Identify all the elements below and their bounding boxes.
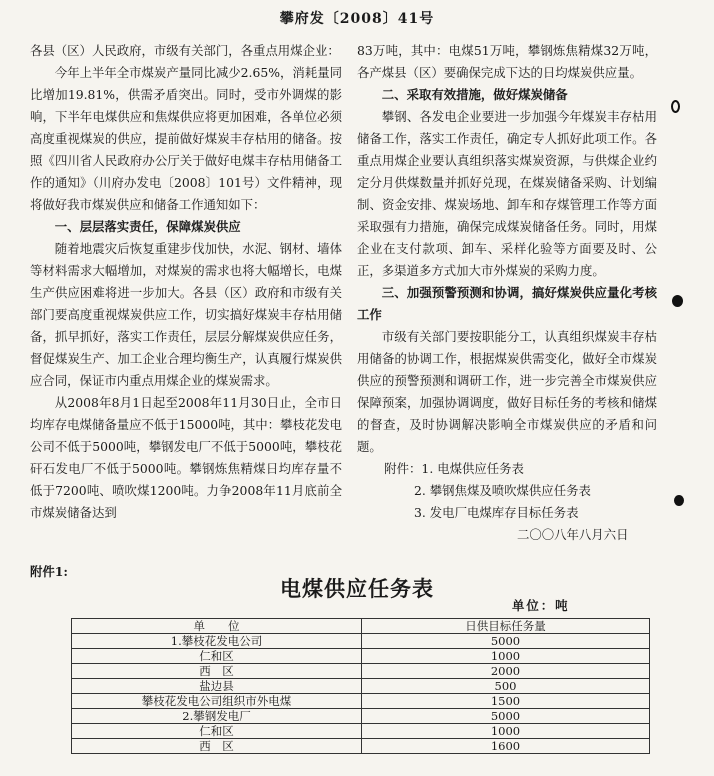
table-row [72,694,650,709]
table-row [72,739,650,754]
section-heading-3: 三、加强预警预测和协调，搞好煤炭供应量化考核工作 [357,285,657,322]
column-header-unit: 单 位 [72,619,362,634]
paragraph-intro: 今年上半年全市煤炭产量同比减少2.65%，消耗量同比增加19.81%，供需矛盾突出。同时，受市外调煤的影响，下半年电煤供应和焦煤供应将更加困难，各单位必须高度重视煤炭的供应，提前做好煤炭丰存枯用的储备。按照《四川省人民政府办公厅关于做好电煤丰存枯用储备工作的通知》（川府办发电〔2008〕101号）文件精神，现将做好我市煤炭供应和储备工作通知如下： [30,65,342,212]
table-row [72,679,650,694]
row-unit: 盐边县 [72,679,362,694]
paragraph-targets-cont: 83万吨，其中：电煤51万吨，攀钢炼焦精煤32万吨，各产煤县（区）要确保完成下达的日均煤炭供应量。 [357,43,657,80]
row-unit: 2.攀钢发电厂 [72,709,362,724]
row-target: 2000 [362,664,650,679]
row-target: 1000 [362,724,650,739]
attachment-item-2: 2. 攀钢焦煤及喷吹煤供应任务表 [414,483,591,498]
table-title: 电煤供应任务表 [280,576,434,601]
binding-hole-mark [671,100,680,113]
attachment-item-1: 附件：1. 电煤供应任务表 [384,461,524,476]
table-header-row [72,619,650,634]
section-heading-2: 二、采取有效措施，做好煤炭储备 [381,87,568,102]
column-header-target: 日供目标任务量 [362,619,650,634]
row-target: 5000 [362,709,650,724]
row-unit: 攀枝花发电公司组织市外电煤 [72,694,362,709]
row-unit: 仁和区 [72,724,362,739]
binding-hole-mark [674,495,684,506]
appendix-label: 附件1: [30,564,68,579]
row-unit: 1.攀枝花发电公司 [72,634,362,649]
unit-label: 单位：吨 [512,598,570,613]
row-unit: 西 区 [72,664,362,679]
section-heading-1: 一、层层落实责任，保障煤炭供应 [54,219,241,234]
binding-hole-mark [672,295,683,307]
paragraph-section-1: 随着地震灾后恢复重建步伐加快，水泥、钢材、墙体等材料需求大幅增加，对煤炭的需求也将大幅增长，电煤生产供应困难将进一步加大。各县（区）政府和市级有关部门要高度重视煤炭供应工作，切实搞好煤炭丰存枯用储备，抓早抓好，落实工作责任，层层分解煤炭供应任务，督促煤炭生产、加工企业合理均衡生产，认真履行煤炭供应合同，保证市内重点用煤企业的煤炭需求。 [30,241,342,388]
supply-task-table [71,618,650,754]
row-unit: 西 区 [72,739,362,754]
paragraph-section-3: 市级有关部门要按职能分工，认真组织煤炭丰存枯用储备的协调工作，根据煤炭供需变化，做好全市煤炭供应的预警预测和调研工作，进一步完善全市煤炭供应保障预案，加强协调调度，做好目标任务的考核和储煤的督查，及时协调解决影响全市煤炭供应的矛盾和问题。 [357,329,657,454]
table-row [72,634,650,649]
table-row [72,664,650,679]
document-number: 攀府发〔2008〕41号 [279,11,435,27]
paragraph-targets: 从2008年8月1日起至2008年11月30日止，全市日均库存电煤储备量应不低于15000吨，其中：攀枝花发电公司不低于5000吨，攀钢发电厂不低于5000吨，攀枝花矸石发电厂不低于5000吨。攀钢炼焦精煤日均库存量不低于7200吨、喷吹煤1200吨。力争2008年11月底前全市煤炭储备达到 [30,395,343,520]
row-target: 5000 [362,634,650,649]
left-column [30,40,342,524]
paragraph-section-2: 攀钢、各发电企业要进一步加强今年煤炭丰存枯用储备工作，落实工作责任，确定专人抓好此项工作。各重点用煤企业要认真组织落实煤炭资源，与供煤企业约定分月供煤数量并抓好兑现，在煤炭储备采购、计划编制、资金安排、煤炭场地、卸车和存煤管理工作等方面采取强有力措施，确保完成煤炭储备任务。同时，用煤企业在支付款项、卸车、采样化验等方面要及时、公正，多渠道多方式加大市外煤炭的采购力度。 [357,109,657,278]
table-row [72,709,650,724]
attachment-item-3: 3. 发电厂电煤库存目标任务表 [414,505,579,520]
row-target: 1600 [362,739,650,754]
right-column [357,40,657,546]
row-target: 1500 [362,694,650,709]
salutation: 各县（区）人民政府，市级有关部门，各重点用煤企业： [30,43,340,58]
table-row [72,724,650,739]
table-row [72,649,650,664]
row-unit: 仁和区 [72,649,362,664]
document-date: 二〇〇八年八月六日 [516,527,629,542]
row-target: 500 [362,679,650,694]
row-target: 1000 [362,649,650,664]
